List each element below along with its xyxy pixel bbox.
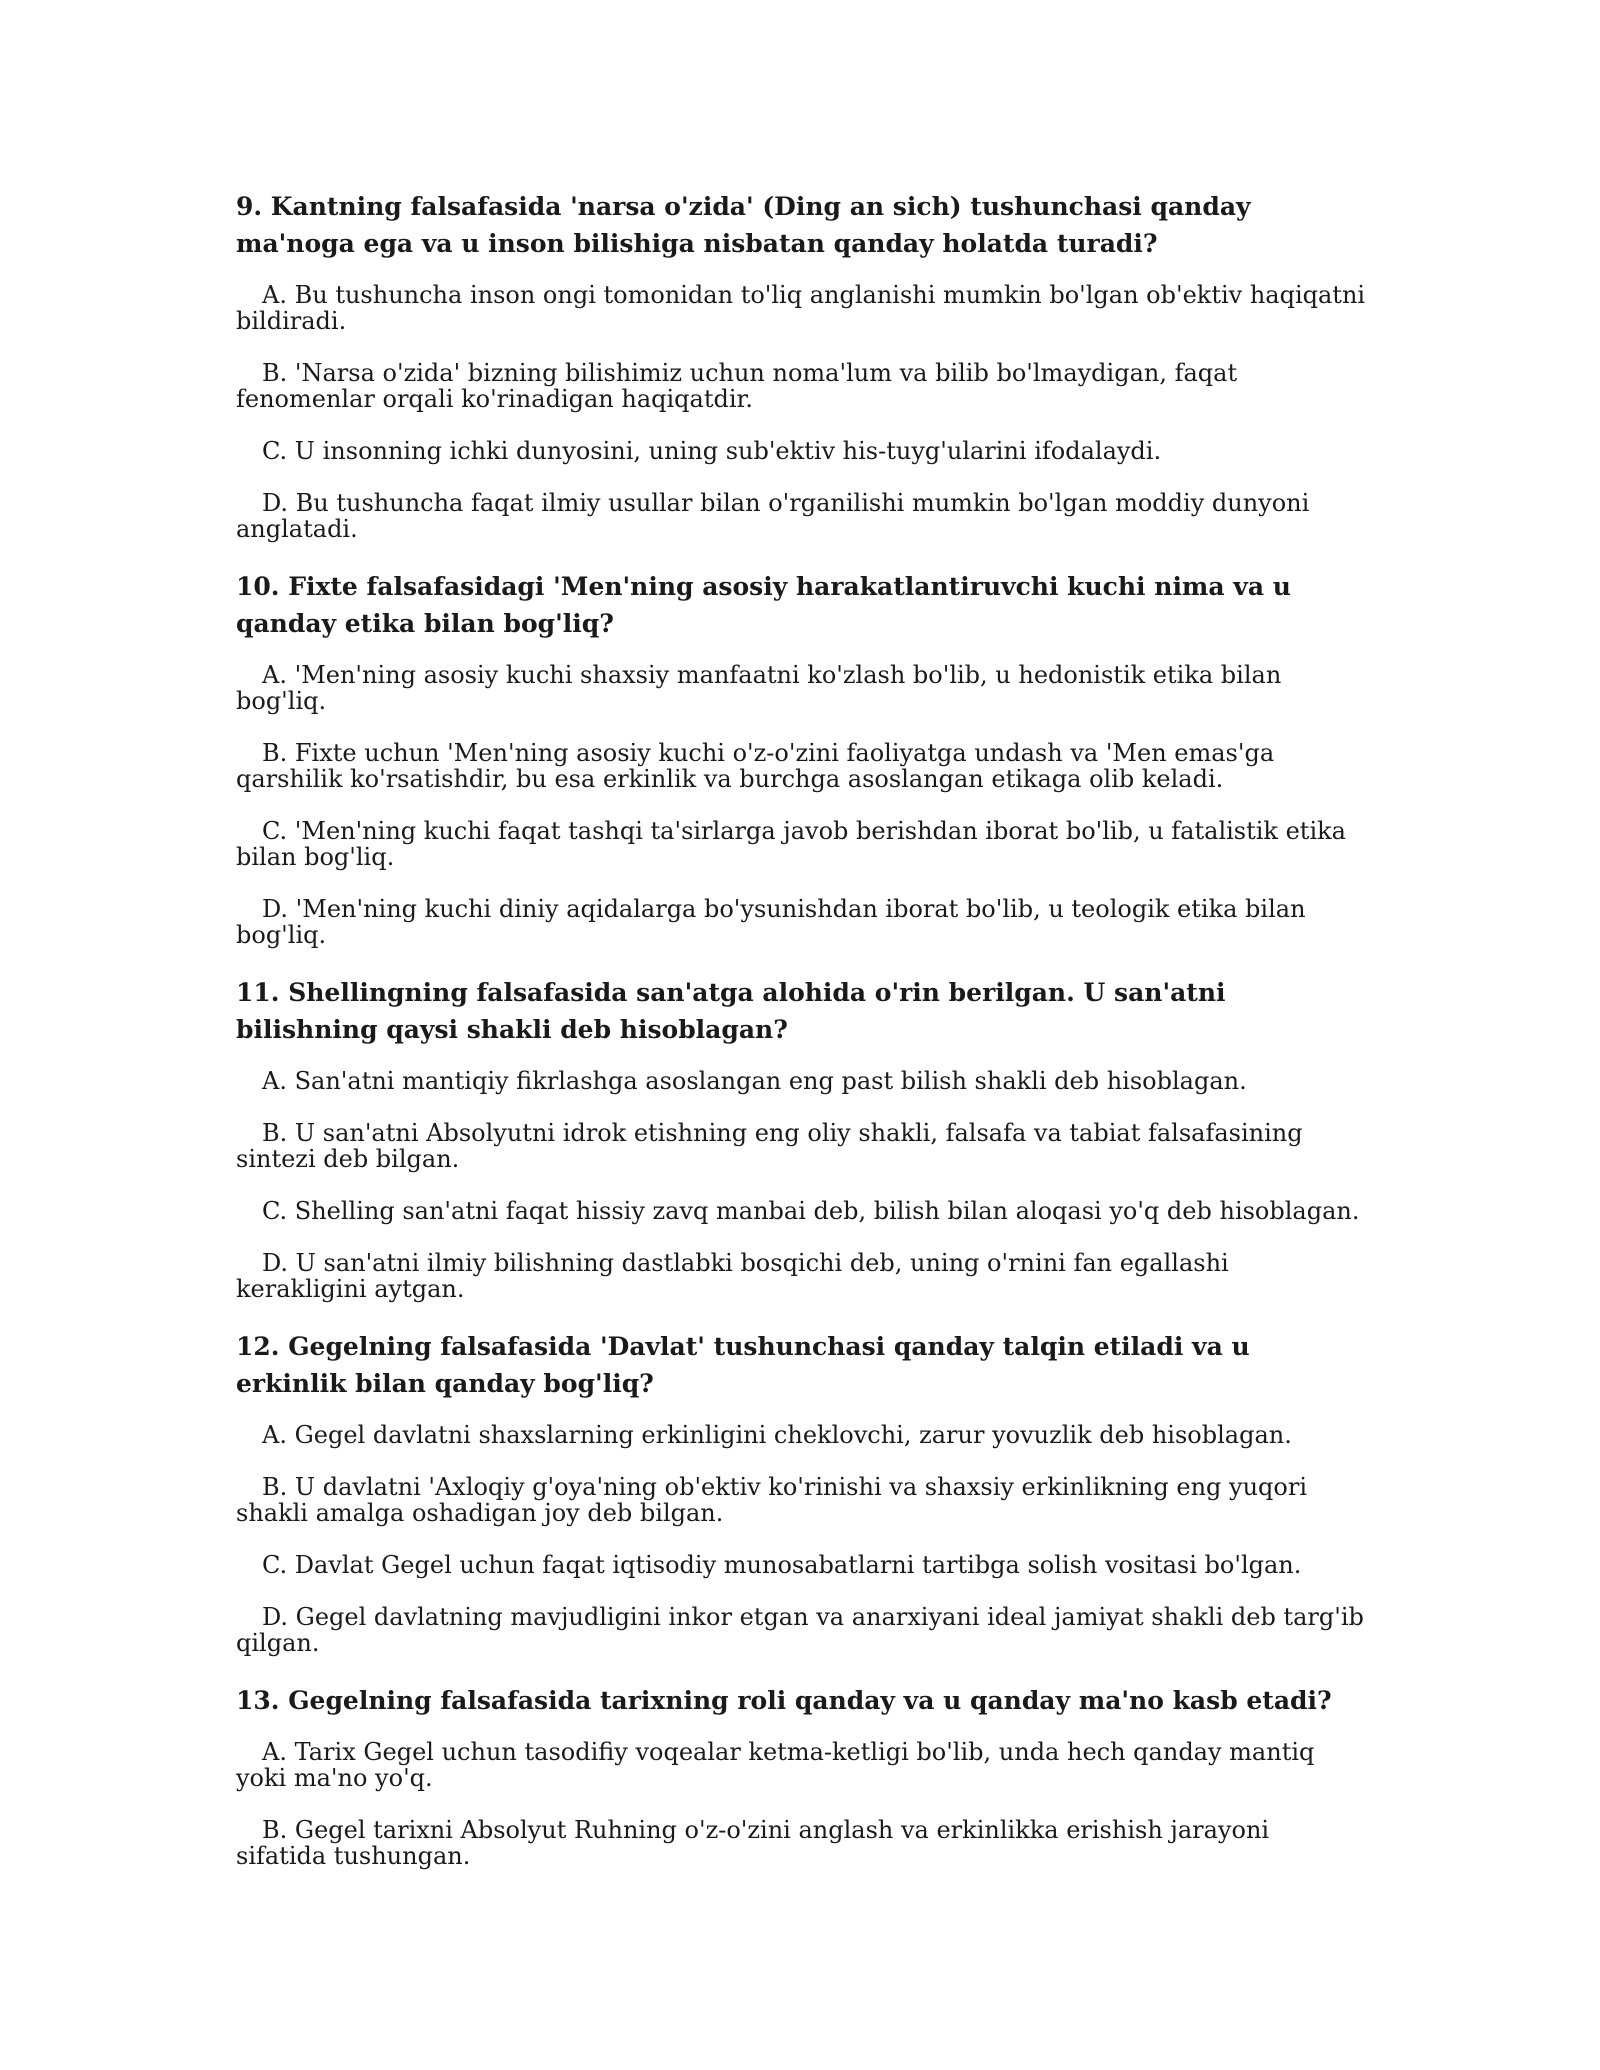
option-c: C. 'Men'ning kuchi faqat tashqi ta'sirlarga javob berishdan iborat bo'lib, u fatalistik etika bilan bog'liq. xyxy=(236,817,1346,871)
option-b: B. U san'atni Absolyutni idrok etishning eng oliy shakli, falsafa va tabiat falsafasining sintezi deb bilgan. xyxy=(236,1119,1303,1173)
document-page xyxy=(236,188,1366,1895)
question-title: 13. Gegelning falsafasida tarixning roli qanday va u qanday ma'no kasb etadi? xyxy=(236,1686,1332,1715)
option-d: D. Gegel davlatning mavjudligini inkor etgan va anarxiyani ideal jamiyat shakli deb targ'ib qilgan. xyxy=(236,1603,1364,1657)
question-11 xyxy=(236,974,1366,1302)
question-13 xyxy=(236,1682,1366,1869)
option-d: D. U san'atni ilmiy bilishning dastlabki bosqichi deb, uning o'rnini fan egallashi kerakligini aytgan. xyxy=(236,1249,1229,1303)
question-10 xyxy=(236,568,1366,948)
option-a: A. Bu tushuncha inson ongi tomonidan to'liq anglanishi mumkin bo'lgan ob'ektiv haqiqatni bildiradi. xyxy=(236,281,1366,335)
option-c: C. Shelling san'atni faqat hissiy zavq manbai deb, bilish bilan aloqasi yo'q deb hisoblagan. xyxy=(262,1197,1360,1225)
option-b: B. 'Narsa o'zida' bizning bilishimiz uchun noma'lum va bilib bo'lmaydigan, faqat fenomenlar orqali ko'rinadigan haqiqatdir. xyxy=(236,359,1238,413)
option-b: B. Gegel tarixni Absolyut Ruhning o'z-o'zini anglash va erkinlikka erishish jarayoni sifatida tushungan. xyxy=(236,1816,1270,1870)
option-d: D. 'Men'ning kuchi diniy aqidalarga bo'ysunishdan iborat bo'lib, u teologik etika bilan bog'liq. xyxy=(236,895,1306,949)
option-c: C. U insonning ichki dunyosini, uning sub'ektiv his-tuyg'ularini ifodalaydi. xyxy=(262,437,1162,465)
option-a: A. Tarix Gegel uchun tasodifiy voqealar ketma-ketligi bo'lib, unda hech qanday mantiq yoki ma'no yo'q. xyxy=(236,1738,1315,1792)
option-a: A. 'Men'ning asosiy kuchi shaxsiy manfaatni ko'zlash bo'lib, u hedonistik etika bilan bog'liq. xyxy=(236,661,1282,715)
option-c: C. Davlat Gegel uchun faqat iqtisodiy munosabatlarni tartibga solish vositasi bo'lgan. xyxy=(262,1551,1302,1579)
option-b: B. Fixte uchun 'Men'ning asosiy kuchi o'z-o'zini faoliyatga undash va 'Men emas'ga qarshilik ko'rsatishdir, bu esa erkinlik va burchga asoslangan etikaga olib keladi. xyxy=(236,739,1275,793)
question-title: 9. Kantning falsafasida 'narsa o'zida' (Ding an sich) tushunchasi qanday ma'noga ega va u inson bilishiga nisbatan qanday holatda turadi? xyxy=(236,192,1251,258)
option-a: A. Gegel davlatni shaxslarning erkinligini cheklovchi, zarur yovuzlik deb hisoblagan. xyxy=(262,1421,1292,1449)
option-a: A. San'atni mantiqiy fikrlashga asoslangan eng past bilish shakli deb hisoblagan. xyxy=(262,1067,1247,1095)
question-title: 11. Shellingning falsafasida san'atga alohida o'rin berilgan. U san'atni bilishning qaysi shakli deb hisoblagan? xyxy=(236,978,1226,1044)
question-12 xyxy=(236,1328,1366,1656)
question-9 xyxy=(236,188,1366,542)
option-b: B. U davlatni 'Axloqiy g'oya'ning ob'ektiv ko'rinishi va shaxsiy erkinlikning eng yuqori shakli amalga oshadigan joy deb bilgan. xyxy=(236,1473,1308,1527)
option-d: D. Bu tushuncha faqat ilmiy usullar bilan o'rganilishi mumkin bo'lgan moddiy dunyoni anglatadi. xyxy=(236,489,1310,543)
question-title: 12. Gegelning falsafasida 'Davlat' tushunchasi qanday talqin etiladi va u erkinlik bilan qanday bog'liq? xyxy=(236,1332,1250,1398)
question-title: 10. Fixte falsafasidagi 'Men'ning asosiy harakatlantiruvchi kuchi nima va u qanday etika bilan bog'liq? xyxy=(236,572,1291,638)
